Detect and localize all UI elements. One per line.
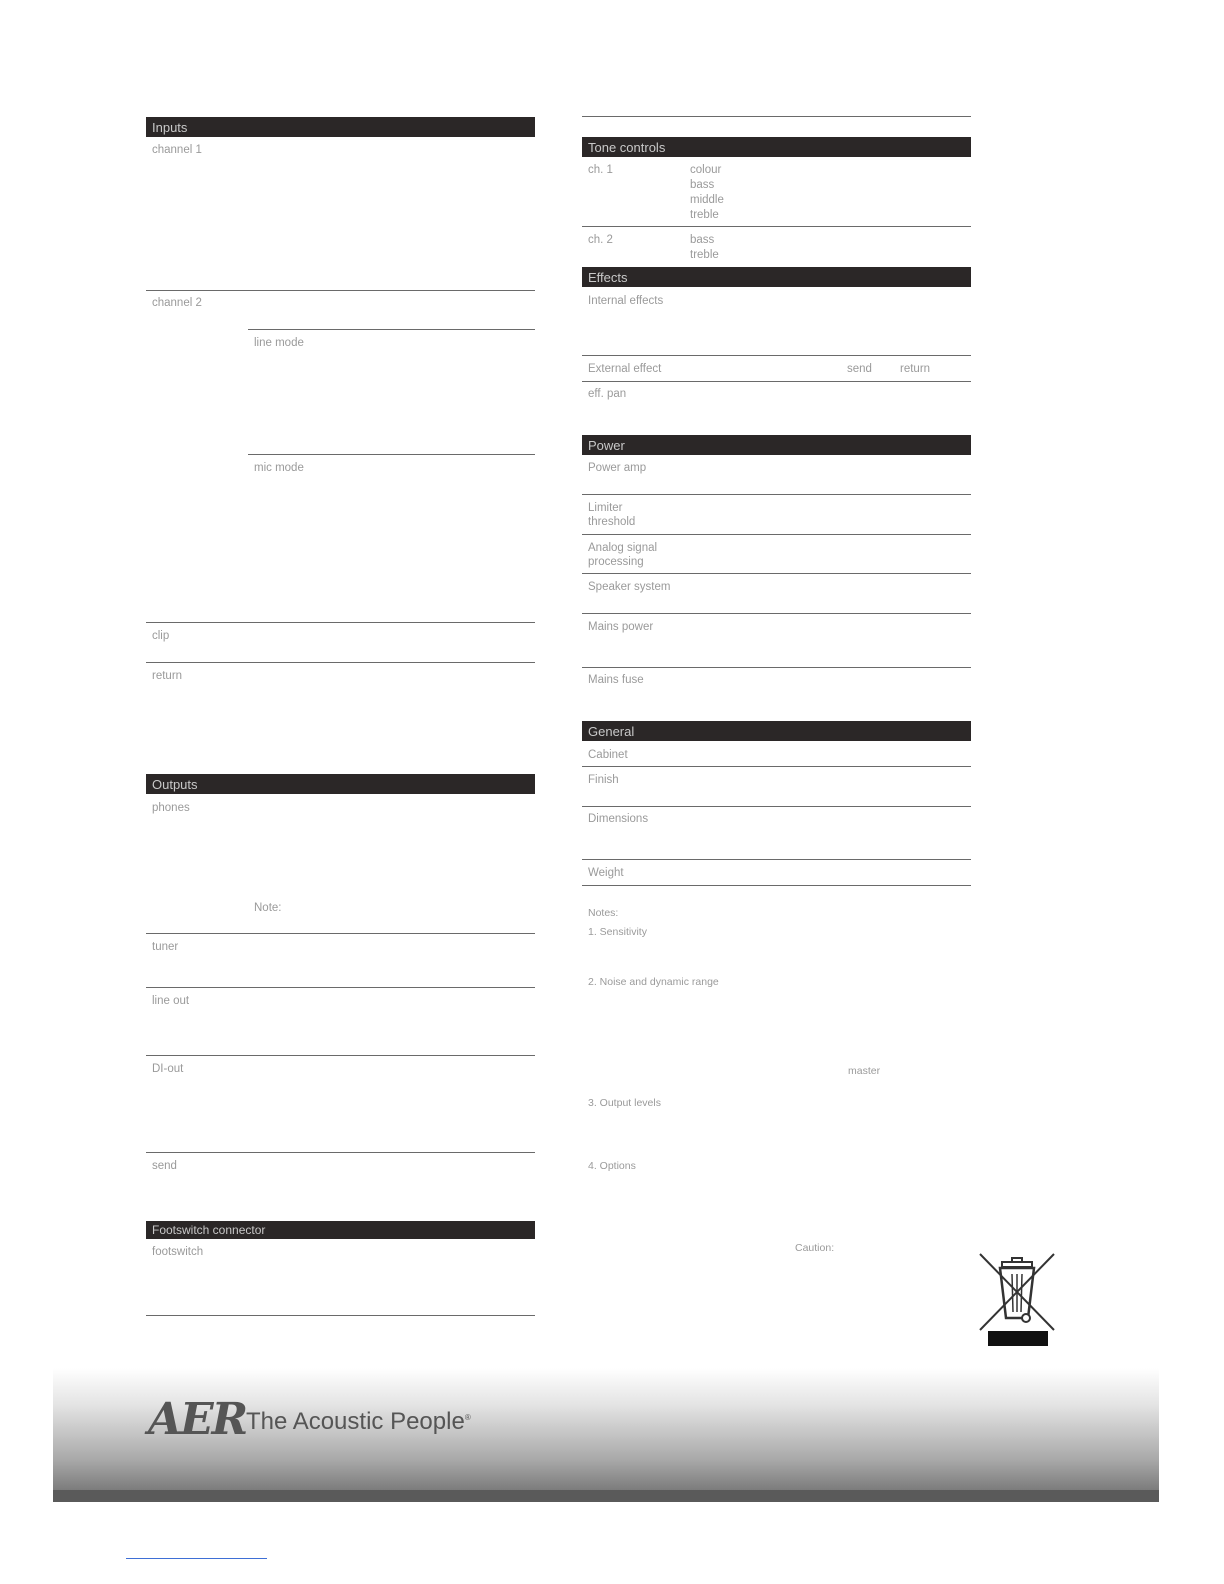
aer-logo: AER <box>148 1394 247 1445</box>
note-output-levels: 3. Output levels <box>588 1097 661 1109</box>
divider <box>582 885 971 886</box>
ch2-treble: treble <box>690 249 719 261</box>
divider <box>582 613 971 614</box>
inputs-header: Inputs <box>146 117 535 137</box>
divider <box>582 534 971 535</box>
divider <box>146 1152 535 1153</box>
divider <box>146 290 535 291</box>
divider <box>146 1055 535 1056</box>
return-label: return <box>900 363 931 375</box>
line-mode-label: line mode <box>254 337 304 349</box>
speaker-system-label: Speaker system <box>588 581 671 593</box>
mic-mode-label: mic mode <box>254 462 304 474</box>
analog-signal-label: Analog signal <box>588 542 658 554</box>
line-out-label: line out <box>152 995 190 1007</box>
divider <box>582 667 971 668</box>
note-sensitivity: 1. Sensitivity <box>588 926 647 938</box>
weight-label: Weight <box>588 867 624 879</box>
di-out-label: DI-out <box>152 1063 184 1075</box>
ch1-label: ch. 1 <box>588 164 613 176</box>
divider <box>146 662 535 663</box>
eff-pan-label: eff. pan <box>588 388 627 400</box>
return-label: return <box>152 670 183 682</box>
divider <box>582 381 971 382</box>
channel-1-label: channel 1 <box>152 144 202 156</box>
weee-bin-icon <box>976 1252 1058 1348</box>
general-header: General <box>582 721 971 741</box>
note-noise: 2. Noise and dynamic range <box>588 976 719 988</box>
divider <box>582 226 971 227</box>
mains-power-label: Mains power <box>588 621 654 633</box>
ch2-bass: bass <box>690 234 715 246</box>
footswitch-header: Footswitch connector <box>146 1221 535 1239</box>
ch1-treble: treble <box>690 209 719 221</box>
external-effect-label: External effect <box>588 363 662 375</box>
mains-fuse-label: Mains fuse <box>588 674 644 686</box>
note-label: Note: <box>254 902 282 914</box>
tuner-label: tuner <box>152 941 179 953</box>
divider <box>248 329 535 330</box>
effects-header: Effects <box>582 267 971 287</box>
tone-controls-header: Tone controls <box>582 137 971 157</box>
notes-label: Notes: <box>588 907 619 919</box>
divider <box>582 766 971 767</box>
divider <box>582 859 971 860</box>
limiter-label: Limiter <box>588 502 623 514</box>
divider <box>582 494 971 495</box>
channel-2-label: channel 2 <box>152 297 202 309</box>
caution-label: Caution: <box>795 1242 835 1254</box>
tagline <box>246 1408 471 1436</box>
divider <box>146 1315 535 1316</box>
tagline-text: The Acoustic People <box>246 1408 465 1435</box>
divider <box>582 573 971 574</box>
divider <box>146 933 535 934</box>
threshold-label: threshold <box>588 516 636 528</box>
internal-effects-label: Internal effects <box>588 295 664 307</box>
outputs-header: Outputs <box>146 774 535 794</box>
power-amp-label: Power amp <box>588 462 647 474</box>
cabinet-label: Cabinet <box>588 749 628 761</box>
send-label: send <box>152 1160 177 1172</box>
send-label: send <box>847 363 872 375</box>
divider <box>146 987 535 988</box>
processing-label: processing <box>588 556 644 568</box>
ch1-colour: colour <box>690 164 722 176</box>
footer-bar <box>53 1490 1159 1502</box>
registered-mark: ® <box>464 1413 471 1422</box>
divider <box>582 806 971 807</box>
ch1-middle: middle <box>690 194 724 206</box>
master-label: master <box>848 1065 881 1077</box>
phones-label: phones <box>152 802 190 814</box>
divider <box>146 622 535 623</box>
divider <box>582 355 971 356</box>
ch1-bass: bass <box>690 179 715 191</box>
ch2-label: ch. 2 <box>588 234 613 246</box>
divider <box>582 116 971 117</box>
dimensions-label: Dimensions <box>588 813 649 825</box>
note-options: 4. Options <box>588 1160 636 1172</box>
power-header: Power <box>582 435 971 455</box>
clip-label: clip <box>152 630 170 642</box>
finish-label: Finish <box>588 774 619 786</box>
footswitch-label: footswitch <box>152 1246 204 1258</box>
link-underline[interactable] <box>126 1558 267 1559</box>
divider <box>248 454 535 455</box>
